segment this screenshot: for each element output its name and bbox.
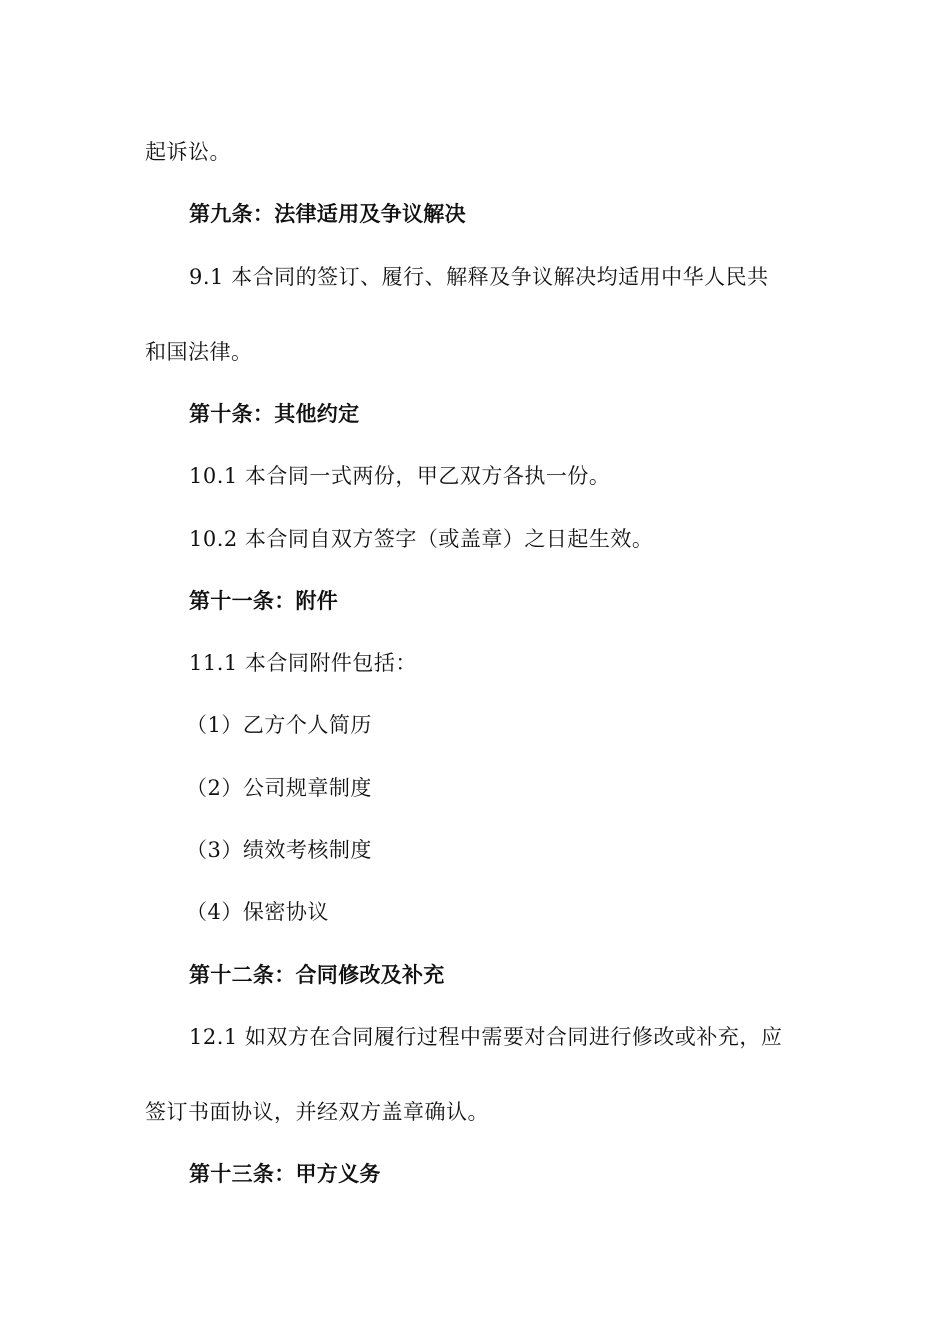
clause-12-1-line-2: 签订书面协议，并经双方盖章确认。: [145, 1100, 489, 1124]
attachment-item-2: （2）公司规章制度: [186, 776, 372, 800]
clause-10-2: 10.2 本合同自双方签字（或盖章）之日起生效。: [189, 527, 654, 551]
clause-9-1-line-1: 9.1 本合同的签订、履行、解释及争议解决均适用中华人民共: [189, 265, 769, 289]
attachment-item-4: （4）保密协议: [186, 900, 329, 924]
continuation-text: 起诉讼。: [145, 140, 231, 164]
clause-9-1-line-2: 和国法律。: [145, 340, 253, 364]
article-11-heading: 第十一条：附件: [189, 589, 339, 613]
article-9-heading: 第九条：法律适用及争议解决: [189, 202, 466, 226]
attachment-item-1: （1）乙方个人简历: [186, 713, 372, 737]
article-13-heading: 第十三条：甲方义务: [189, 1162, 381, 1186]
clause-11-1: 11.1 本合同附件包括：: [189, 651, 417, 675]
article-12-heading: 第十二条：合同修改及补充: [189, 963, 445, 987]
article-10-heading: 第十条：其他约定: [189, 402, 360, 426]
attachment-item-3: （3）绩效考核制度: [186, 838, 372, 862]
clause-10-1: 10.1 本合同一式两份，甲乙双方各执一份。: [189, 464, 611, 488]
clause-12-1-line-1: 12.1 如双方在合同履行过程中需要对合同进行修改或补充，应: [189, 1025, 783, 1049]
